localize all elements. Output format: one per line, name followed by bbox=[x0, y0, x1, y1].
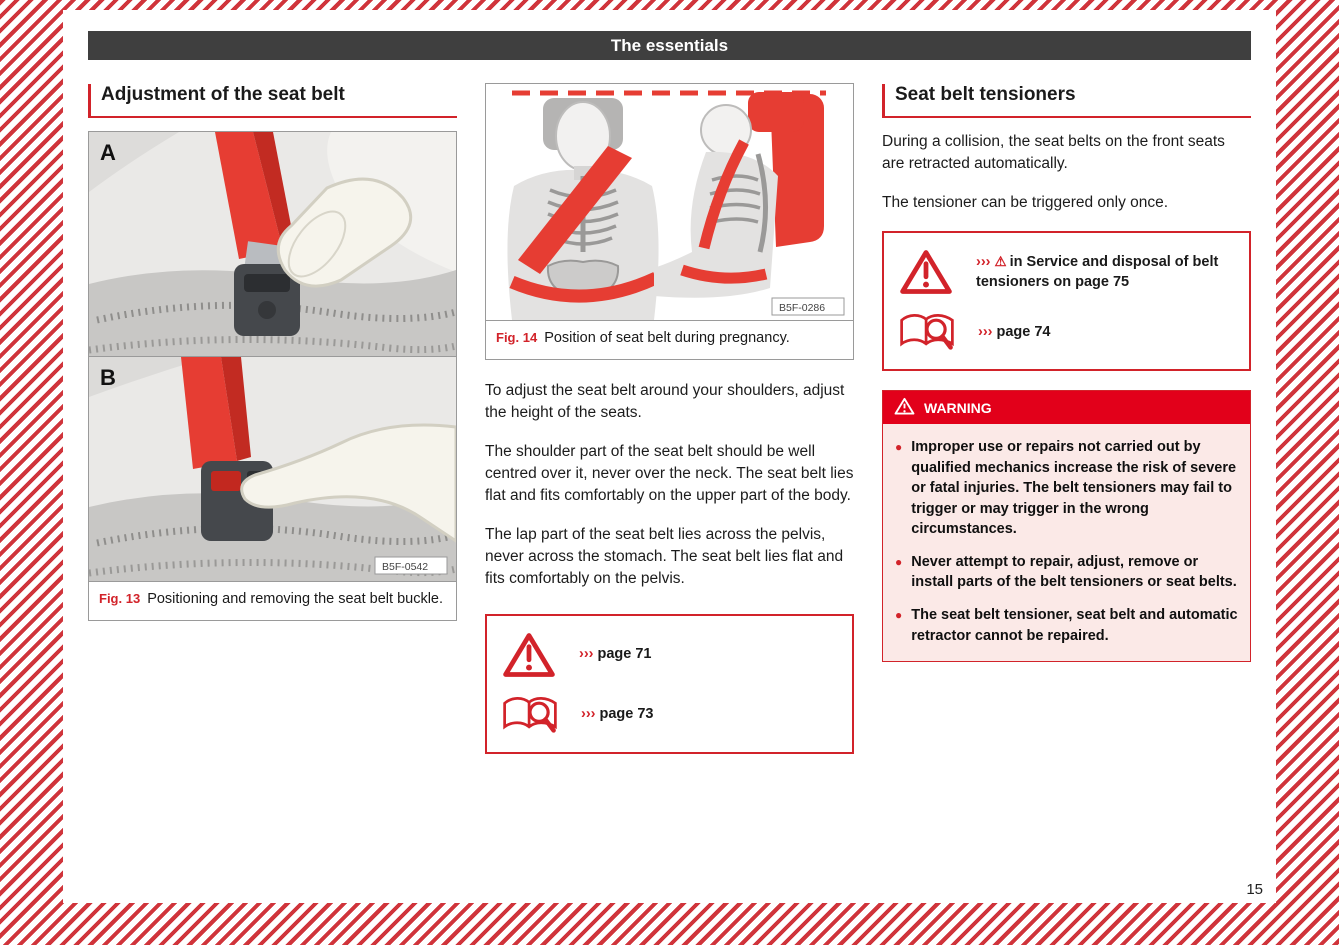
book-magnifier-icon bbox=[898, 311, 956, 353]
figure-14-code: B5F-0286 bbox=[779, 302, 826, 314]
inline-warning-glyph: ⚠ bbox=[994, 253, 1007, 269]
figure-13-panel bbox=[88, 131, 457, 621]
left-column bbox=[88, 83, 457, 754]
reference-service-disposal bbox=[976, 252, 1235, 293]
page-header bbox=[88, 31, 1251, 60]
seat-belt-buckle-illustration-a bbox=[89, 132, 456, 356]
figure-14-panel bbox=[485, 83, 854, 360]
ref-marker: ››› bbox=[581, 706, 596, 723]
reference-book-page bbox=[581, 704, 654, 724]
reference-row-book bbox=[898, 303, 1235, 361]
figure-14-caption bbox=[486, 320, 853, 359]
page-header-title: The essentials bbox=[610, 35, 729, 55]
middle-column bbox=[485, 83, 854, 754]
figure-13-code: B5F-0542 bbox=[382, 561, 429, 573]
warning-bullet-improper-use: ● Improper use or repairs not carried out by qualified mechanics increase the risk of severe or fatal injuries. The belt tensioners may fail to trigger or may trigger in the wrong circumstances. bbox=[895, 437, 1238, 540]
reference-row-warning bbox=[898, 241, 1235, 303]
figure-13-caption-label: Fig. 13 bbox=[99, 591, 141, 606]
warning-box-title: WARNING bbox=[924, 399, 992, 416]
paragraph-lap-belt: The lap part of the seat belt lies across the pelvis, never across the stomach. The seat belt lies flat and fits comfortably on the pelvis. bbox=[485, 525, 844, 587]
section-heading-text: Seat belt tensioners bbox=[895, 84, 1076, 105]
figure-13-image-a bbox=[89, 132, 456, 356]
figure-14-caption-label: Fig. 14 bbox=[496, 330, 538, 345]
figure-label-b: B bbox=[100, 365, 116, 390]
section-heading-seat-belt-adjustment bbox=[88, 83, 457, 118]
pregnancy-seat-belt-illustration bbox=[486, 84, 853, 320]
page-number: 15 bbox=[1246, 881, 1263, 898]
warning-triangle-icon bbox=[501, 632, 557, 678]
reference-row-warning bbox=[501, 624, 838, 686]
warning-bullet-never-repair: ● Never attempt to repair, adjust, remove or install parts of the belt tensioners or seat belts. bbox=[895, 552, 1238, 593]
section-heading-seat-belt-tensioners bbox=[882, 83, 1251, 118]
ref-marker: ››› bbox=[976, 253, 991, 270]
reference-warning-page bbox=[579, 644, 652, 664]
paragraph-collision-retract: During a collision, the seat belts on the front seats are retracted automatically. bbox=[882, 133, 1225, 172]
warning-box-header bbox=[883, 391, 1250, 424]
three-column-layout bbox=[88, 83, 1251, 754]
paragraph-shoulder-belt: The shoulder part of the seat belt should be well centred over it, never over the neck. The seat belt lies flat and fits comfortably on the upper part of the body. bbox=[485, 442, 854, 504]
ref-marker: ››› bbox=[579, 646, 594, 663]
section-heading-text: Adjustment of the seat belt bbox=[101, 84, 345, 105]
reference-row-book bbox=[501, 686, 838, 744]
warning-triangle-white-icon bbox=[894, 397, 915, 418]
reference-book-page bbox=[978, 322, 1051, 342]
figure-13-image-b bbox=[89, 356, 456, 581]
book-magnifier-icon bbox=[501, 694, 559, 736]
figure-14-image bbox=[486, 84, 853, 320]
seat-belt-buckle-illustration-b bbox=[89, 357, 456, 581]
paragraph-trigger-once: The tensioner can be triggered only once. bbox=[882, 194, 1169, 211]
ref-marker: ››› bbox=[978, 323, 993, 340]
warning-triangle-icon bbox=[898, 249, 954, 295]
figure-label-a: A bbox=[100, 140, 116, 165]
figure-14-caption-text: Position of seat belt during pregnancy. bbox=[544, 330, 790, 346]
reference-box-middle bbox=[485, 614, 854, 754]
ref-page-text: page 71 bbox=[597, 646, 652, 663]
right-column bbox=[882, 83, 1251, 754]
warning-bullet-cannot-be-repaired: ● The seat belt tensioner, seat belt and automatic retractor cannot be repaired. bbox=[895, 605, 1238, 646]
figure-13-caption bbox=[89, 581, 456, 620]
figure-13-caption-text: Positioning and removing the seat belt buckle. bbox=[147, 591, 444, 607]
ref-page-text: in Service and disposal of belt tensioners on page 75 bbox=[976, 253, 1219, 290]
ref-page-text: page 74 bbox=[996, 323, 1051, 340]
warning-box-body bbox=[883, 424, 1250, 661]
warning-box bbox=[882, 390, 1251, 662]
ref-page-text: page 73 bbox=[599, 706, 654, 723]
paragraph-adjust-shoulders: To adjust the seat belt around your shoulders, adjust the height of the seats. bbox=[485, 381, 845, 421]
page-content-area bbox=[63, 10, 1276, 903]
reference-box-right bbox=[882, 231, 1251, 371]
